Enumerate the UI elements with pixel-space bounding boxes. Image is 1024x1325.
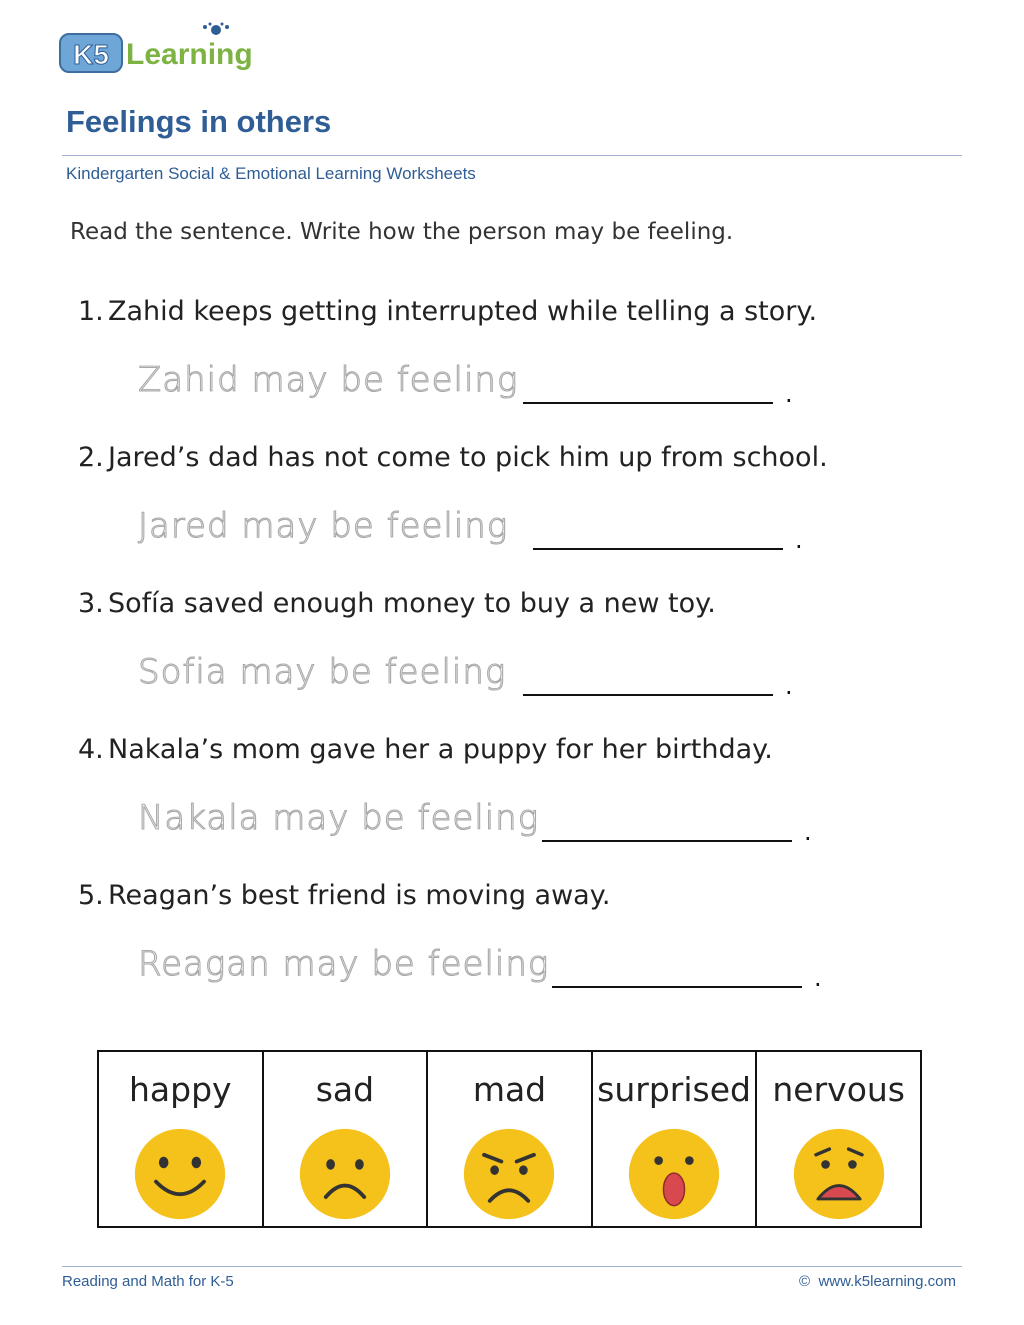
answer-line-4 <box>138 798 812 846</box>
tracing-text: Sofia may be feeling <box>138 652 507 692</box>
word-bank-cell-sad <box>263 1051 428 1227</box>
answer-line-5 <box>138 944 822 992</box>
sentence-period: . <box>785 380 793 408</box>
question-text: Jared’s dad has not come to pick him up from school. <box>108 442 828 473</box>
word-bank <box>97 1050 922 1228</box>
k5-learning-logo <box>58 22 273 77</box>
tracing-text: Zahid may be feeling <box>138 360 519 400</box>
sad-face-icon <box>297 1126 393 1222</box>
answer-blank[interactable] <box>552 986 802 988</box>
page-subtitle: Kindergarten Social & Emotional Learning Worksheets <box>66 164 476 183</box>
answer-blank[interactable] <box>523 402 773 404</box>
question-3 <box>78 588 716 619</box>
instructions: Read the sentence. Write how the person may be feeling. <box>70 219 734 245</box>
sentence-period: . <box>814 964 822 992</box>
header-divider <box>62 155 962 156</box>
copyright-symbol: © <box>799 1273 811 1290</box>
nervous-face-icon <box>791 1126 887 1222</box>
question-4 <box>78 734 773 765</box>
question-1 <box>78 296 817 327</box>
answer-line-3 <box>138 652 793 700</box>
tracing-text: Nakala may be feeling <box>138 798 540 838</box>
question-number: 3. <box>78 588 104 619</box>
question-text: Zahid keeps getting interrupted while telling a story. <box>108 296 818 327</box>
answer-line-2 <box>138 506 803 554</box>
happy-face-icon <box>132 1126 228 1222</box>
footer-site <box>799 1273 956 1290</box>
footer-divider <box>62 1266 962 1267</box>
word-bank-cell-nervous <box>756 1051 921 1227</box>
word-bank-word: surprised <box>597 1070 751 1109</box>
question-number: 2. <box>78 442 104 473</box>
footer-tagline: Reading and Math for K-5 <box>62 1273 234 1290</box>
question-number: 1. <box>78 296 104 327</box>
word-bank-cell-surprised <box>592 1051 757 1227</box>
answer-blank[interactable] <box>523 694 773 696</box>
sentence-period: . <box>804 818 812 846</box>
sentence-period: . <box>795 526 803 554</box>
word-bank-word: nervous <box>772 1070 905 1109</box>
word-bank-cell-happy <box>98 1051 263 1227</box>
word-bank-cell-mad <box>427 1051 592 1227</box>
answer-line-1 <box>138 360 793 408</box>
logo-k5-text: K5 <box>73 39 109 70</box>
sentence-period: . <box>785 672 793 700</box>
question-text: Nakala’s mom gave her a puppy for her birthday. <box>108 734 773 765</box>
question-5 <box>78 880 610 911</box>
word-bank-word: sad <box>315 1070 375 1109</box>
question-2 <box>78 442 828 473</box>
footer-site-link[interactable]: www.k5learning.com <box>818 1273 956 1290</box>
question-text: Reagan’s best friend is moving away. <box>108 880 611 911</box>
tracing-text: Jared may be feeling <box>138 506 509 546</box>
tracing-text: Reagan may be feeling <box>138 944 550 984</box>
answer-blank[interactable] <box>542 840 792 842</box>
question-number: 4. <box>78 734 104 765</box>
page-title: Feelings in others <box>66 104 332 139</box>
logo-word-text: Learning <box>126 38 253 71</box>
surprised-face-icon <box>626 1126 722 1222</box>
question-number: 5. <box>78 880 104 911</box>
word-bank-word: happy <box>129 1070 232 1109</box>
question-text: Sofía saved enough money to buy a new toy. <box>108 588 716 619</box>
mad-face-icon <box>461 1126 557 1222</box>
word-bank-word: mad <box>472 1070 547 1109</box>
answer-blank[interactable] <box>533 548 783 550</box>
